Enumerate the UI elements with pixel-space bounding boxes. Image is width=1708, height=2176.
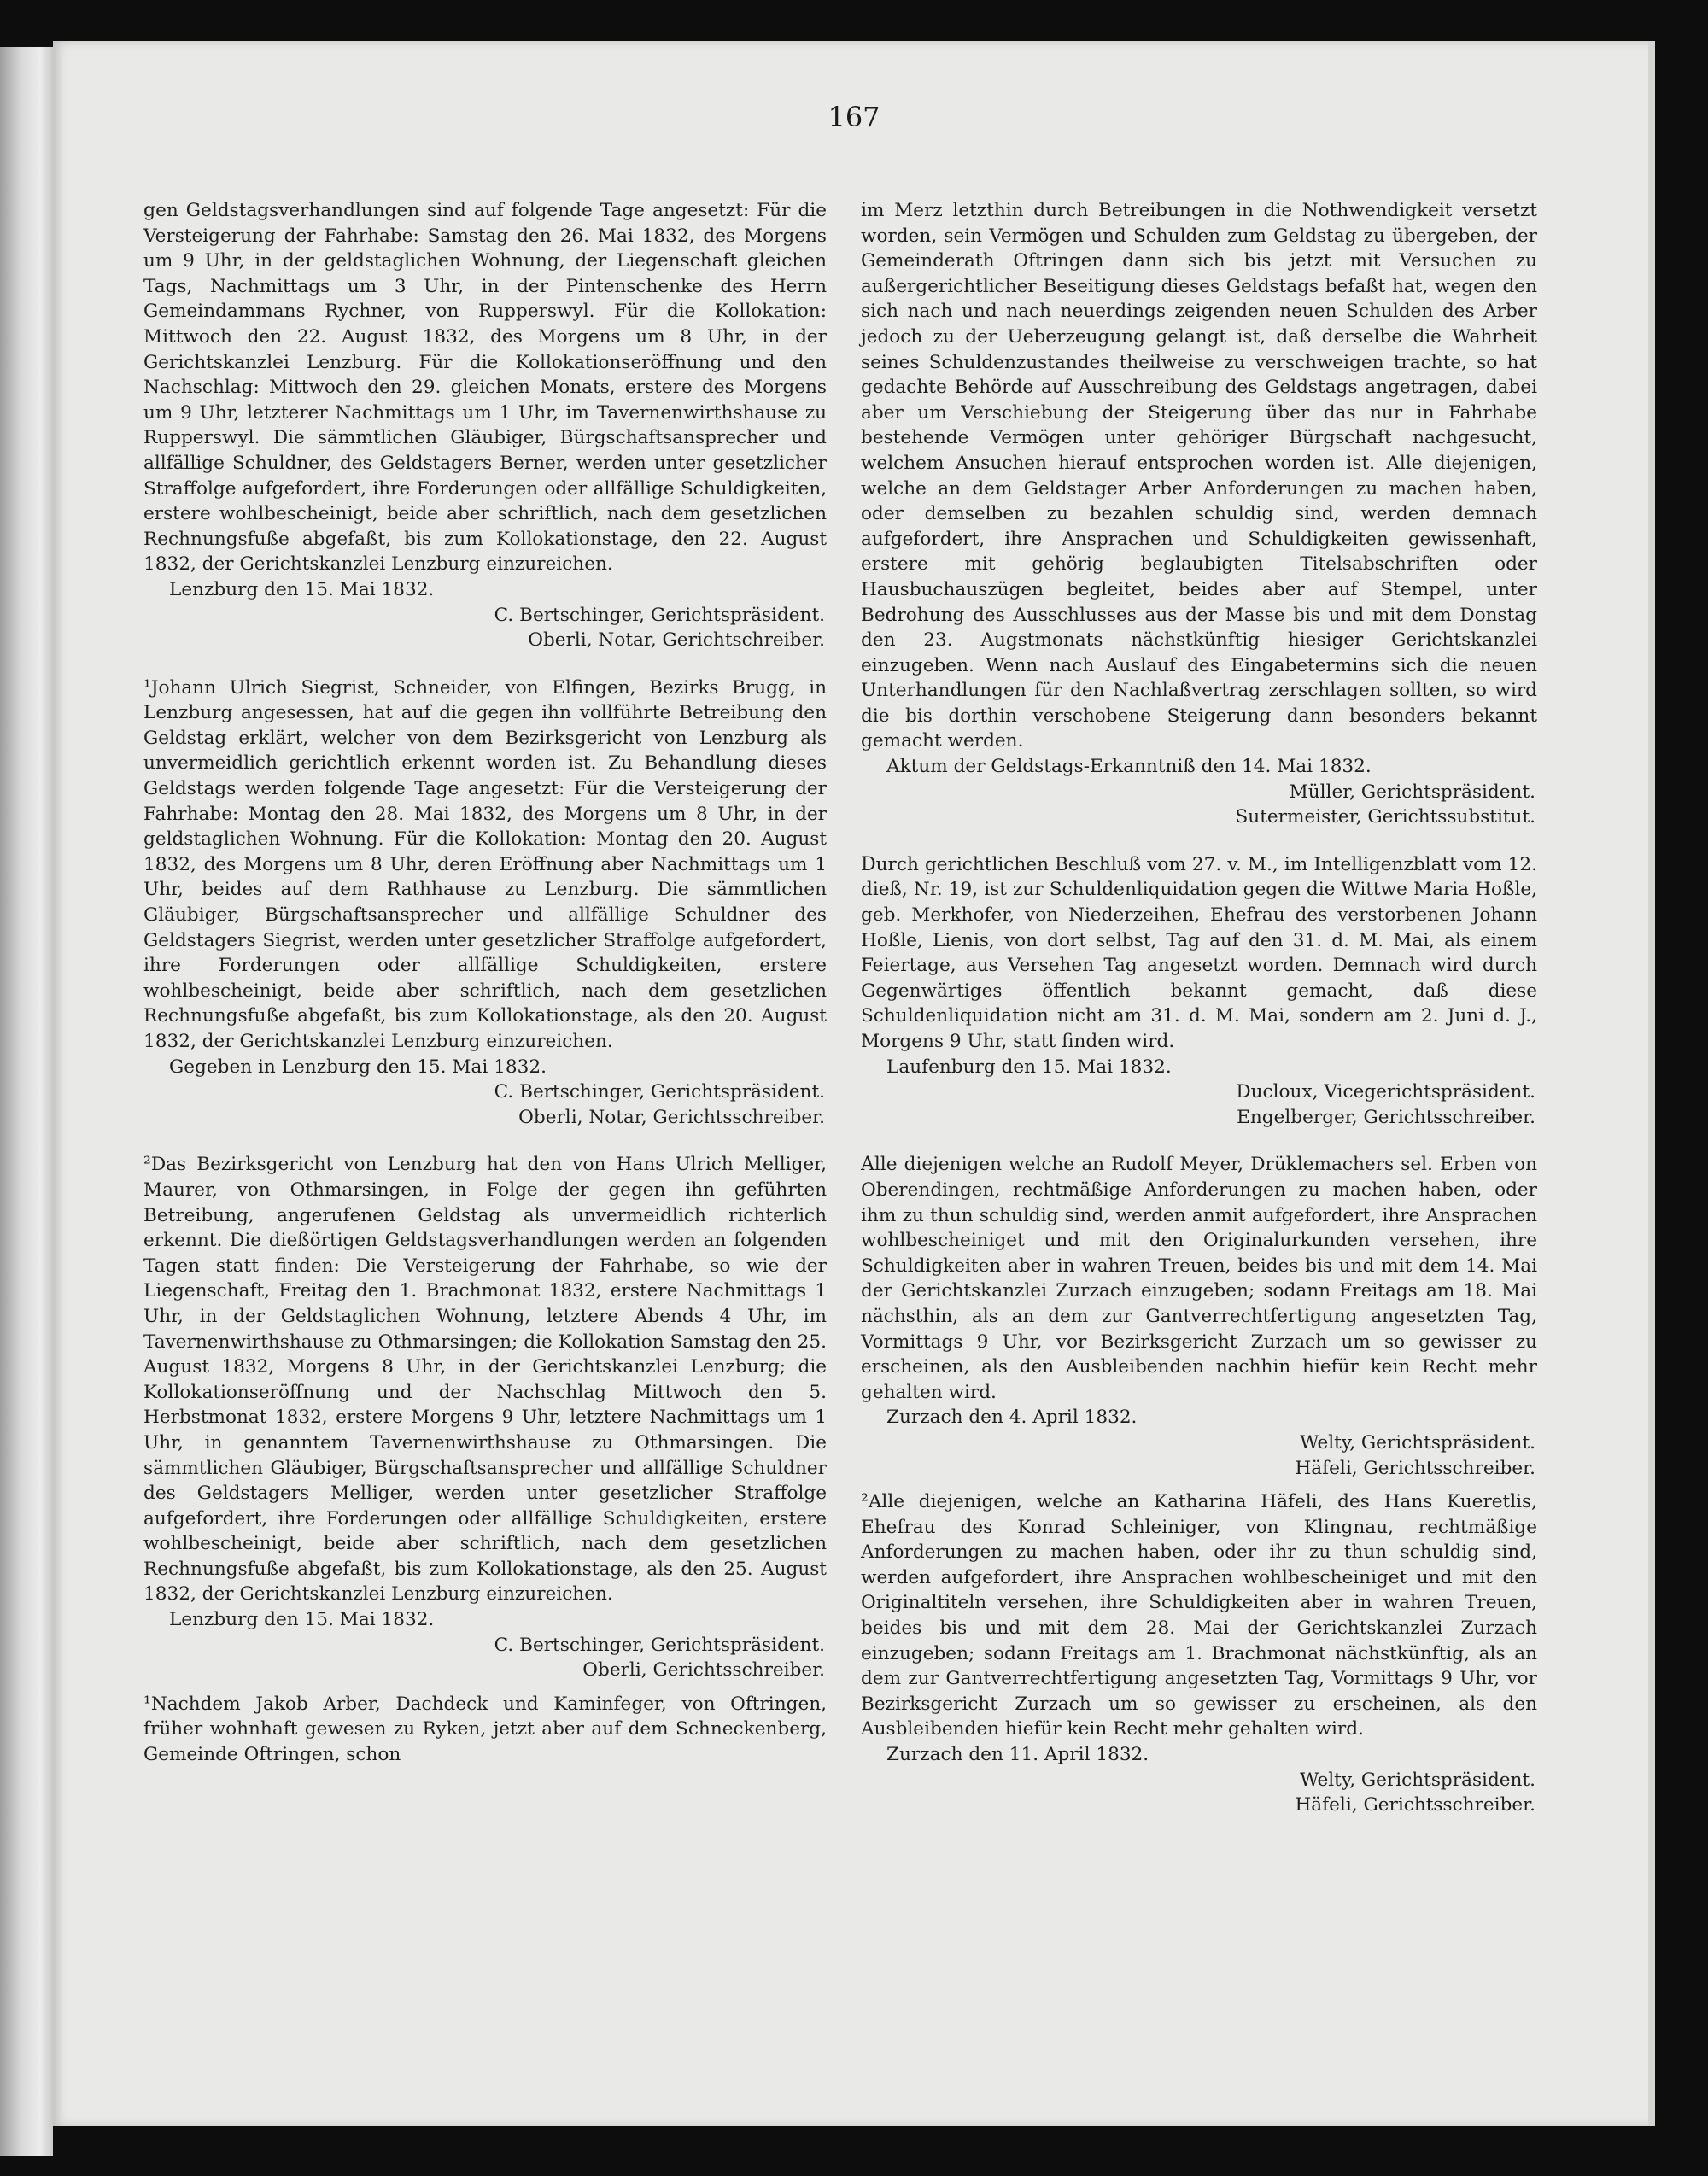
notice-place-date: Lenzburg den 15. Mai 1832. [169, 578, 435, 600]
notice-signature: Welty, Gerichtspräsident. [1300, 1769, 1535, 1791]
notice-signature: Sutermeister, Gerichtssubstitut. [1235, 806, 1535, 828]
notice-hossle [861, 852, 1537, 1131]
notice-separator [861, 1481, 1537, 1489]
notice-berner [143, 198, 827, 653]
notice-signature: Häfeli, Gerichtsschreiber. [1295, 1794, 1535, 1816]
notice-meyer [861, 1152, 1537, 1481]
notice-signature: C. Bertschinger, Gerichtspräsident. [494, 1634, 825, 1656]
notice-separator [143, 1130, 827, 1152]
notice-place-date: Zurzach den 11. April 1832. [886, 1744, 1149, 1766]
notice-separator [143, 1683, 827, 1692]
notice-signature: Ducloux, Vicegerichtspräsident. [1236, 1081, 1535, 1103]
notice-body: Alle diejenigen welche an Rudolf Meyer, Drüklemachers sel. Erben von Oberendingen, rechtmäßige Anforderungen zu machen haben, oder ihm zu thun schuldig sind, werden anmit aufgefordert, ihre Ansprachen wohlbescheiniget und mit den Originalurkunden versehen, ihre Schuldigkeiten aber in wahren Treuen, beides bis und mit dem 14. Mai der Gerichtskanzlei Zurzach einzugeben; sodann Freitags am 18. Mai nächsthin, als an dem zur Gantverrechtfertigung angesetzten Tag, Vormittags 9 Uhr, vor Bezirksgericht Zurzach um so gewisser zu erscheinen, als den Ausbleibenden nachhin hiefür kein Recht mehr gehalten wird. [861, 1154, 1537, 1403]
notice-melliger [143, 1152, 827, 1682]
notice-place-date: Aktum der Geldstags-Erkanntniß den 14. Mai 1832. [886, 756, 1372, 778]
book-gutter [0, 47, 53, 2156]
notice-arber-continued [861, 198, 1537, 830]
notice-body: im Merz letzthin durch Betreibungen in die Nothwendigkeit versetzt worden, sein Vermögen und Schulden zum Geldstag zu übergeben, der Gemeinderath Oftringen dann sich bis jetzt mit Versuchen zu außergerichtlicher Beseitigung dieses Geldstags befaßt hat, wegen den sich nach und nach neuerdings zeigenden neuen Schulden des Arber jedoch zu der Ueberzeugung gelangt ist, daß derselbe die Wahrheit seines Schuldenzustandes theilweise zu verschweigen trachte, so hat gedachte Behörde auf Ausschreibung des Geldstags angetragen, dabei aber um Verschiebung der Steigerung über das nur in Fahrhabe bestehende Vermögen unter gehöriger Bürgschaft nachgesucht, welchem Ansuchen hierauf entsprochen worden ist. Alle diejenigen, welche an dem Geldstager Arber Anforderungen zu machen haben, oder demselben zu bezahlen schuldig sind, werden demnach aufgefordert, ihre Ansprachen und Schuldigkeiten gewissenhaft, erstere mit gehörig beglaubigten Titelsabschriften oder Hausbuchauszügen begleitet, beides aber auf Stempel, unter Bedrohung des Ausschlusses aus der Masse bis und mit dem Donstag den 23. Augstmonats nächstkünftig hiesiger Gerichtskanzlei einzugeben. Wenn nach Auslauf des Eingabetermins sich die neuen Unterhandlungen für den Nachlaßvertrag zerschlagen sollten, so wird die bis dorthin verschobene Steigerung dann besonders bekannt gemacht werden. [861, 200, 1537, 752]
notice-signature: Engelberger, Gerichtsschreiber. [1237, 1106, 1535, 1128]
notice-signature: Oberli, Notar, Gerichtschreiber. [528, 629, 825, 652]
notice-body: ²Das Bezirksgericht von Lenzburg hat den von Hans Ulrich Melliger, Maurer, von Othmarsingen, in Folge der gegen ihn geführten Betreibung, angerufenen Geldstag als unvermeidlich richterlich erkennt. Die dießörtigen Geldstagsverhandlungen werden an folgenden Tagen statt finden: Die Versteigerung der Fahrhabe, so wie der Liegenschaft, Freitag den 1. Brachmonat 1832, erstere Nachmittags 1 Uhr, in der Geldstaglichen Wohnung, letztere Abends 4 Uhr, im Tavernenwirthshause zu Othmarsingen; die Kollokation Samstag den 25. August 1832, Morgens 8 Uhr, in der Gerichtskanzlei Lenzburg; die Kollokationseröffnung und der Nachschlag Mittwoch den 5. Herbstmonat 1832, erstere Morgens 9 Uhr, letztere Nachmittags um 1 Uhr, in genanntem Tavernenwirthshause zu Othmarsingen. Die sämmtlichen Gläubiger, Bürgschaftsansprecher und allfällige Schuldner des Geldstagers Melliger, werden unter gesetzlicher Straffolge aufgefordert, ihre Forderungen oder allfällige Schuldigkeiten, erstere wohlbescheinigt, beide aber schriftlich, nach dem gesetzlichen Rechnungsfuße abgefaßt, bis zum Kollokationstage, als den 25. August 1832, der Gerichtskanzlei Lenzburg einzureichen. [143, 1154, 827, 1606]
notice-body: ¹Nachdem Jakob Arber, Dachdeck und Kaminfeger, von Oftringen, früher wohnhaft gewesen zu Ryken, jetzt aber auf dem Schneckenberg, Gemeinde Oftringen, schon [143, 1693, 827, 1766]
notice-body: ²Alle diejenigen, welche an Katharina Häfeli, des Hans Kueretlis, Ehefrau des Konrad Schleiniger, von Klingnau, rechtmäßige Anforderungen zu machen haben, oder ihr zu thun schuldig sind, werden aufgefordert, ihre Ansprachen wohlbescheiniget und mit den Originaltiteln versehen, ihre Schuldigkeiten aber in wahren Treuen, beides bis und mit dem 28. Mai der Gerichtskanzlei Zurzach einzugeben; sodann Freitags am 1. Brachmonat nächstkünftig, als an dem zur Gantverrechtfertigung angesetzten Tag, Vormittags 9 Uhr, vor Bezirksgericht Zurzach um so gewisser zu erscheinen, als den Ausbleibenden hiefür kein Recht mehr gehalten wird. [861, 1491, 1537, 1740]
notice-signature: Oberli, Notar, Gerichtsschreiber. [518, 1106, 825, 1128]
notice-hafeli [861, 1489, 1537, 1818]
notice-signature: C. Bertschinger, Gerichtspräsident. [494, 604, 825, 626]
notice-arber-start [143, 1692, 827, 1768]
notice-place-date: Lenzburg den 15. Mai 1832. [169, 1609, 435, 1631]
notice-separator [861, 830, 1537, 852]
right-column [861, 198, 1537, 1818]
page-edge [1648, 41, 1655, 2126]
notice-body: Durch gerichtlichen Beschluß vom 27. v. M., im Intelligenzblatt vom 12. dieß, Nr. 19, ist zur Schuldenliquidation gegen die Wittwe Maria Hoßle, geb. Merkhofer, von Niederzeihen, Ehefrau des verstorbenen Johann Hoßle, Lienis, von dort selbst, Tag auf den 31. d. M. Mai, als einem Feiertage, aus Versehen Tag angesetzt worden. Demnach wird durch Gegenwärtiges öffentlich bekannt gemacht, daß diese Schuldenliquidation nicht am 31. d. M. Mai, sondern am 2. Juni d. J., Morgens 9 Uhr, statt finden wird. [861, 853, 1537, 1052]
notice-separator [143, 653, 827, 676]
notice-body: ¹Johann Ulrich Siegrist, Schneider, von Elfingen, Bezirks Brugg, in Lenzburg angesessen, hat auf die gegen ihn vollführte Betreibung den Geldstag erklärt, welcher von dem Bezirksgericht von Lenzburg als unvermeidlich gerichtlich erkennt worden ist. Zu Behandlung dieses Geldstags werden folgende Tage angesetzt: Für die Versteigerung der Fahrhabe: Montag den 28. Mai 1832, des Morgens um 8 Uhr, in der geldstaglichen Wohnung. Für die Kollokation: Montag den 20. August 1832, des Morgens um 8 Uhr, deren Eröffnung aber Nachmittags um 1 Uhr, beides auf dem Rathhause zu Lenzburg. Die sämmtlichen Gläubiger, Bürgschaftsansprecher und allfällige Schuldner des Geldstagers Siegrist, werden unter gesetzlicher Straffolge aufgefordert, ihre Forderungen oder allfällige Schuldigkeiten, erstere wohlbescheinigt, beide aber schriftlich, nach dem gesetzlichen Rechnungsfuße abgefaßt, bis zum Kollokationstage, als den 20. August 1832, der Gerichtskanzlei Lenzburg einzureichen. [143, 676, 827, 1052]
notice-place-date: Laufenburg den 15. Mai 1832. [886, 1056, 1172, 1078]
notice-place-date: Gegeben in Lenzburg den 15. Mai 1832. [169, 1056, 547, 1078]
page-number: 167 [828, 101, 880, 133]
notice-signature: Häfeli, Gerichtsschreiber. [1295, 1457, 1535, 1479]
left-column [143, 198, 827, 1768]
notice-signature: Welty, Gerichtspräsident. [1300, 1431, 1535, 1454]
notice-separator [861, 1130, 1537, 1152]
notice-signature: C. Bertschinger, Gerichtspräsident. [494, 1081, 825, 1103]
notice-siegrist [143, 676, 827, 1131]
notice-place-date: Zurzach den 4. April 1832. [886, 1407, 1138, 1429]
notice-signature: Müller, Gerichtspräsident. [1289, 781, 1535, 803]
notice-signature: Oberli, Gerichtsschreiber. [582, 1659, 825, 1682]
notice-body: gen Geldstagsverhandlungen sind auf folgende Tage angesetzt: Für die Versteigerung der Fahrhabe: Samstag den 26. Mai 1832, des Morgens um 9 Uhr, in der geldstaglichen Wohnung, der Liegenschaft gleichen Tags, Nachmittags um 3 Uhr, in der Pintenschenke des Herrn Gemeindammans Rychner, von Rupperswyl. Für die Kollokation: Mittwoch den 22. August 1832, des Morgens um 8 Uhr, in der Gerichtskanzlei Lenzburg. Für die Kollokationseröffnung und den Nachschlag: Mittwoch den 29. gleichen Monats, erstere des Morgens um 9 Uhr, letzterer Nachmittags um 1 Uhr, im Tavernenwirthshause zu Rupperswyl. Die sämmtlichen Gläubiger, Bürgschaftsansprecher und allfällige Schuldner, des Geldstagers Berner, werden unter gesetzlicher Straffolge aufgefordert, ihre Forderungen oder allfällige Schuldigkeiten, erstere wohlbescheinigt, beide aber schriftlich, nach dem gesetzlichen Rechnungsfuße abgefaßt, bis zum Kollokationstage, den 22. August 1832, der Gerichtskanzlei Lenzburg einzureichen. [143, 200, 827, 576]
